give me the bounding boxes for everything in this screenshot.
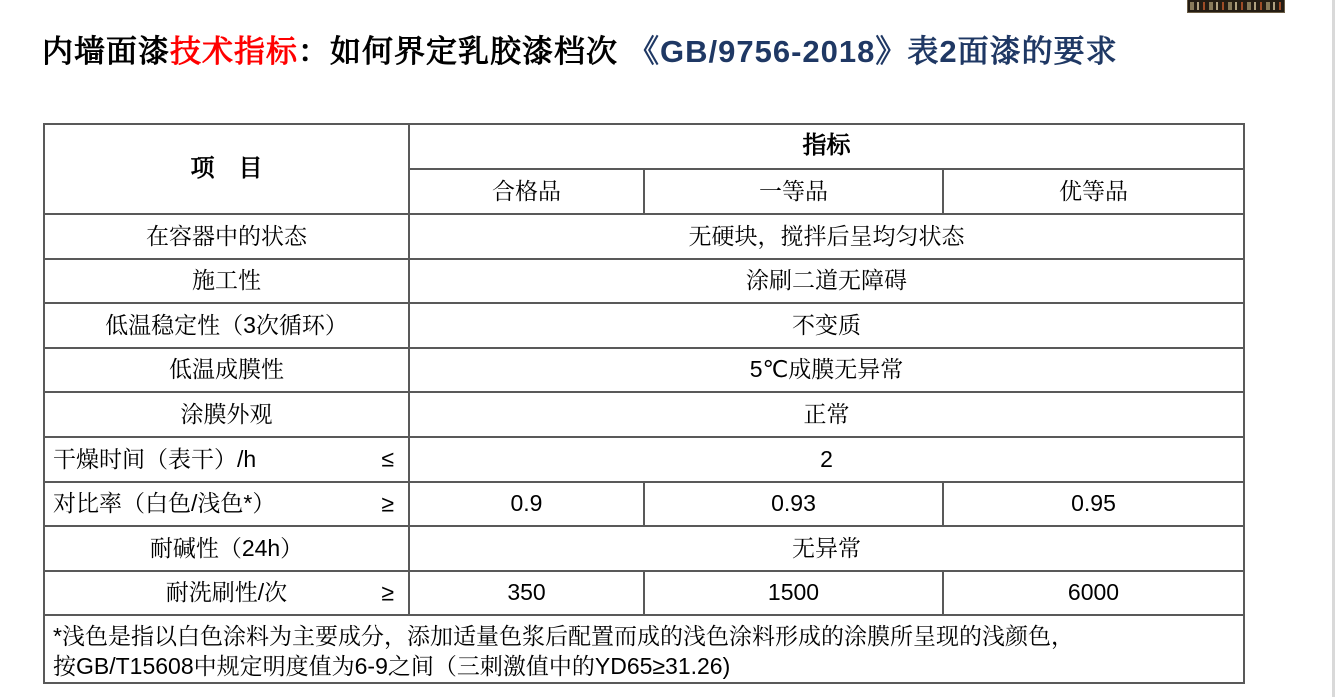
row-label-state-in-container: 在容器中的状态 (45, 215, 408, 258)
contrast-ratio-premium: 0.95 (944, 483, 1243, 526)
row-label-scrub-resistance-text: 耐洗刷性/次 (165, 579, 288, 606)
scrub-resistance-first-class: 1500 (645, 572, 942, 615)
row-label-workability: 施工性 (45, 260, 408, 303)
less-equal-symbol: ≤ (381, 445, 394, 472)
header-grade-first-class: 一等品 (645, 170, 942, 213)
contrast-ratio-first-class: 0.93 (645, 483, 942, 526)
table-footnote (45, 616, 1243, 682)
contrast-ratio-qualified: 0.9 (410, 483, 643, 526)
title-segment-standard: 《GB/9756-2018》表2面漆的要求 (628, 34, 1118, 69)
watermark-badge (1187, 0, 1285, 13)
header-indicator-group: 指标 (410, 125, 1243, 168)
footnote-line-2: 按GB/T15608中规定明度值为6-9之间（三刺激值中的YD65≥31.26) (53, 653, 731, 680)
requirements-table (43, 123, 1245, 684)
header-item-column: 项 目 (45, 125, 408, 213)
row-value-low-temp-stability: 不变质 (410, 304, 1243, 347)
row-label-drying-time (45, 438, 408, 481)
title-segment-question: ：如何界定乳胶漆档次 (298, 34, 618, 69)
row-label-scrub-resistance (45, 572, 408, 615)
row-label-low-temp-film: 低温成膜性 (45, 349, 408, 392)
footnote-line-1: *浅色是指以白色涂料为主要成分，添加适量色浆后配置而成的浅色涂料形成的涂膜所呈现的浅颜色， (53, 623, 1074, 650)
row-value-alkali-resistance: 无异常 (410, 527, 1243, 570)
watermark-badge-texture (1190, 2, 1282, 10)
header-grade-qualified: 合格品 (410, 170, 643, 213)
row-value-film-appearance: 正常 (410, 393, 1243, 436)
row-value-drying-time: 2 (410, 438, 1243, 481)
row-value-low-temp-film: 5℃成膜无异常 (410, 349, 1243, 392)
title-segment-highlight: 技术指标 (170, 34, 298, 69)
greater-equal-symbol: ≥ (381, 579, 394, 606)
row-label-low-temp-stability: 低温稳定性（3次循环） (45, 304, 408, 347)
row-label-contrast-ratio (45, 483, 408, 526)
row-label-film-appearance: 涂膜外观 (45, 393, 408, 436)
page-title (42, 26, 1292, 71)
header-grade-premium: 优等品 (944, 170, 1243, 213)
scrub-resistance-premium: 6000 (944, 572, 1243, 615)
greater-equal-symbol: ≥ (381, 490, 394, 517)
row-value-workability: 涂刷二道无障碍 (410, 260, 1243, 303)
row-label-alkali-resistance: 耐碱性（24h） (45, 527, 408, 570)
scrub-resistance-qualified: 350 (410, 572, 643, 615)
row-label-contrast-ratio-text: 对比率（白色/浅色*） (53, 490, 276, 517)
row-value-state-in-container: 无硬块，搅拌后呈均匀状态 (410, 215, 1243, 258)
row-label-drying-time-text: 干燥时间（表干）/h (53, 445, 257, 472)
title-segment-topic: 内墙面漆 (42, 34, 170, 69)
